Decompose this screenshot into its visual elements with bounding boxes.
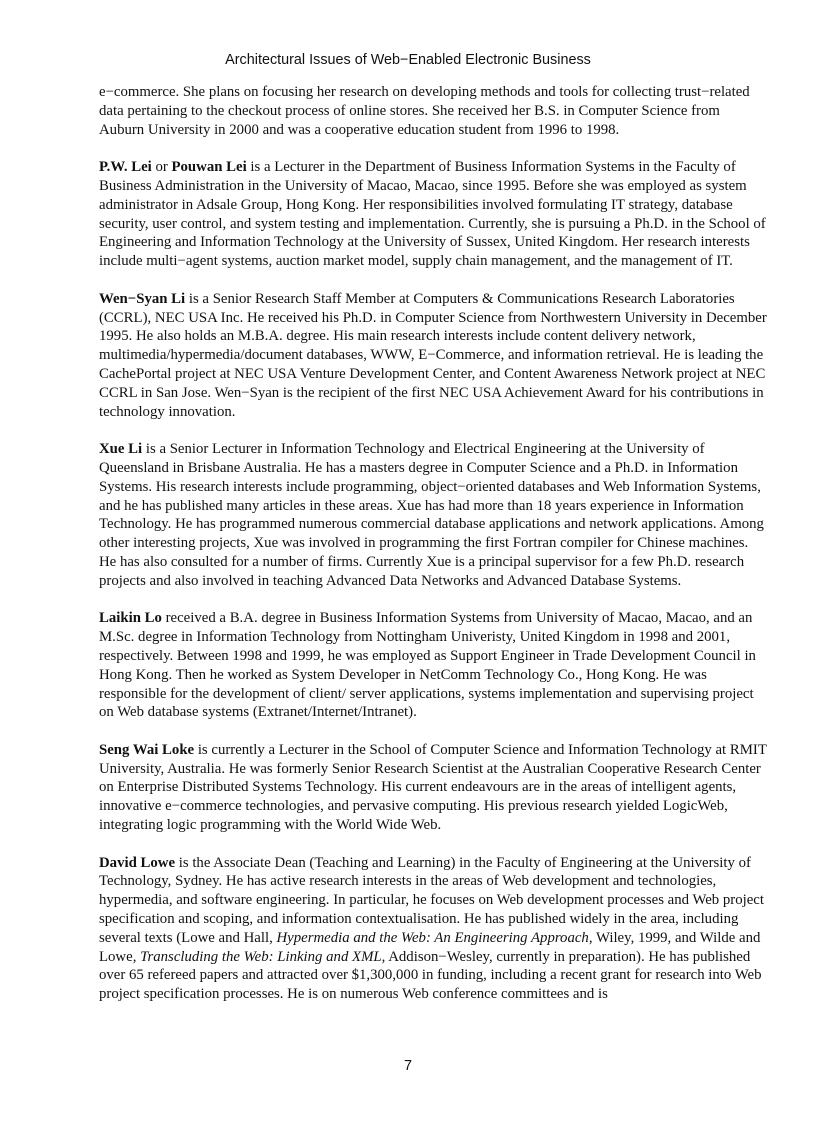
bio-text: is the Associate Dean (Teaching and Learning) in the Faculty of Engineering at the University of Technology, Sydney. He has active research interests in the areas of Web development and technologies, hypermedia, and software engineering. In particular, he focuses on Web development processes and Web project specification and scoping, and information contextualisation. He has published widely in the area, including several texts (Lowe and Hall, <box>99 854 764 946</box>
bio-name: Wen−Syan Li <box>99 290 186 307</box>
bio-paragraph-laikin-lo <box>99 609 767 722</box>
bio-text: received a B.A. degree in Business Information Systems from University of Macao, Macao, and an M.Sc. degree in Information Technology from Nottingham Univeristy, United Kingdom in 1998 and 2001, respectively. Between 1998 and 1999, he was employed as Support Engineer in Trade Development Council in Hong Kong. Then he worked as System Developer in NetComm Technology Co., Hong Kong. He was responsible for the development of client/ server applications, systems implementation and supervising project on Web database systems (Extranet/Internet/Intranet). <box>99 610 756 721</box>
page-body <box>99 83 767 1023</box>
bio-text: Wiley, 1999, and Wilde and Lowe, <box>99 929 761 965</box>
page-number <box>0 1056 816 1076</box>
bio-name-connector: or <box>151 159 172 176</box>
bio-text: Addison−Wesley, currently in preparation). He has published over 65 refereed papers and attracted over $1,300,000 in funding, including a recent grant for research into Web project specification processes. He is on numerous Web conference committees and is <box>99 948 762 1003</box>
bio-text: is currently a Lecturer in the School of Computer Science and Information Technology at RMIT University, Australia. He was formerly Senior Research Scientist at the Australian Cooperative Research Center on Enterprise Distributed Systems Technology. His current endeavours are in the areas of intelligent agents, innovative e−commerce technologies, and pervasive computing. His previous research yielded LogicWeb, integrating logic programming with the World Wide Web. <box>99 741 767 834</box>
bio-text: is a Senior Research Staff Member at Computers & Communications Research Laboratories (CCRL), NEC USA Inc. He received his Ph.D. in Computer Science from Northwestern University in December 1995. He also holds an M.B.A. degree. His main research interests include content delivery network, multimedia/hypermedia/document databases, WWW, E−Commerce, and information retrieval. He is leading the CachePortal project at NEC USA Venture Development Center, and Content Awareness Network project at NEC CCRL in San Jose. Wen−Syan is the recipient of the first NEC USA Achievement Award for his contributions in technology innovation. <box>99 290 767 420</box>
bio-name: P.W. Lei <box>99 159 152 176</box>
paragraph-text: e−commerce. She plans on focusing her research on developing methods and tools for collecting trust−related data pertaining to the checkout process of online stores. She received her B.S. in Computer Science from Auburn University in 2000 and was a cooperative education student from 1996 to 1998. <box>99 84 750 138</box>
paragraph-continuation <box>99 83 767 139</box>
running-header <box>0 50 816 70</box>
bio-paragraph-pw-lei <box>99 158 767 271</box>
book-title: Hypermedia and the Web: An Engineering Approach, <box>276 929 593 946</box>
bio-paragraph-david-lowe <box>99 854 767 1004</box>
bio-name: David Lowe <box>99 854 176 871</box>
bio-name: Seng Wai Loke <box>99 741 195 758</box>
bio-name: Laikin Lo <box>99 610 162 627</box>
page-number-value: 7 <box>403 1058 412 1074</box>
bio-name: Xue Li <box>99 441 143 458</box>
bio-name-alt: Pouwan Lei <box>171 159 247 176</box>
book-title: Transcluding the Web: Linking and XML, <box>140 948 386 965</box>
bio-paragraph-seng-wai-loke <box>99 741 767 835</box>
bio-paragraph-wen-syan-li <box>99 290 767 422</box>
bio-text: is a Senior Lecturer in Information Technology and Electrical Engineering at the University of Queensland in Brisbane Australia. He has a masters degree in Computer Science and a Ph.D. in Information Systems. His research interests include programming, object−oriented databases and Web Information Systems, and he has published many articles in these areas. Xue has had more than 18 years experience in Information Technology. He has programmed numerous commercial database applications and network applications. Among other interesting projects, Xue was involved in programming the first Fortran compiler for Chinese machines. He has also consulted for a number of firms. Currently Xue is a principal supervisor for a few Ph.D. research projects and also involved in teaching Advanced Data Networks and Advanced Database Systems. <box>99 441 764 589</box>
bio-paragraph-xue-li <box>99 440 767 590</box>
bio-text: is a Lecturer in the Department of Business Information Systems in the Faculty of Business Administration in the University of Macao, Macao, since 1995. Before she was employed as system administrator in Adsale Group, Hong Kong. Her responsibilities involved formulating IT strategy, database security, user control, and system testing and implementation. Currently, she is pursuing a Ph.D. in the School of Engineering and Information Technology at the University of Sussex, United Kingdom. Her research interests include multi−agent systems, auction market model, supply chain management, and the management of IT. <box>99 159 766 270</box>
header-title: Architectural Issues of Web−Enabled Electronic Business <box>225 52 591 68</box>
